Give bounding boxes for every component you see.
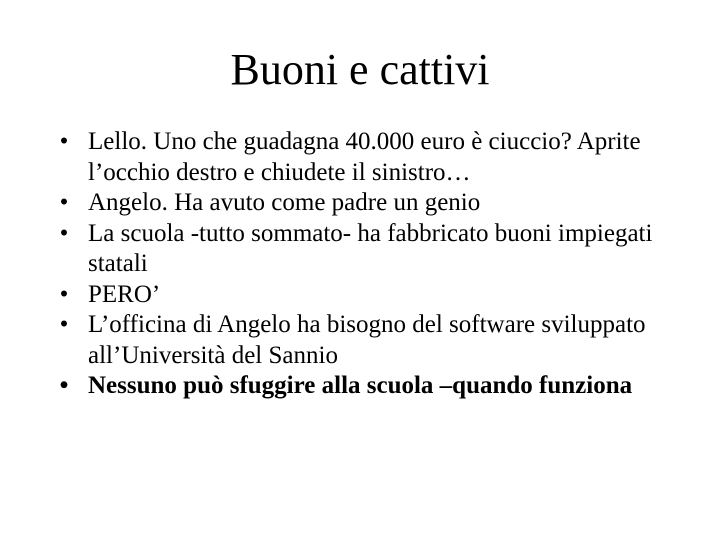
bullet-icon: •	[59, 128, 69, 155]
bullet-icon: •	[59, 280, 69, 308]
bullet-icon: •	[59, 219, 69, 247]
bullet-item	[54, 310, 674, 371]
bullet-text: Angelo. Ha avuto come padre un genio	[88, 189, 481, 216]
bullet-icon: •	[59, 189, 69, 216]
bullet-text: PERO’	[88, 280, 161, 308]
bullet-icon: •	[59, 372, 69, 399]
bullet-item	[54, 280, 674, 311]
bullet-text: L’officina di Angelo ha bisogno del software sviluppato all’Università del Sannio	[88, 311, 646, 369]
bullet-icon: •	[59, 311, 69, 338]
bullet-text: Lello. Uno che guadagna 40.000 euro è ciuccio? Aprite l’occhio destro e chiudete il sinistro…	[88, 128, 641, 186]
bullet-item-emphasis	[54, 371, 674, 402]
bullet-text: La scuola -tutto sommato- ha fabbricato buoni impiegati statali	[88, 219, 653, 277]
bullet-text: Nessuno può sfuggire alla scuola –quando funziona	[88, 372, 633, 399]
bullet-item	[54, 127, 674, 188]
slide-title: Buoni e cattivi	[230, 45, 490, 94]
bullet-item	[54, 188, 674, 219]
bullet-list	[54, 127, 674, 402]
bullet-item	[54, 219, 674, 280]
